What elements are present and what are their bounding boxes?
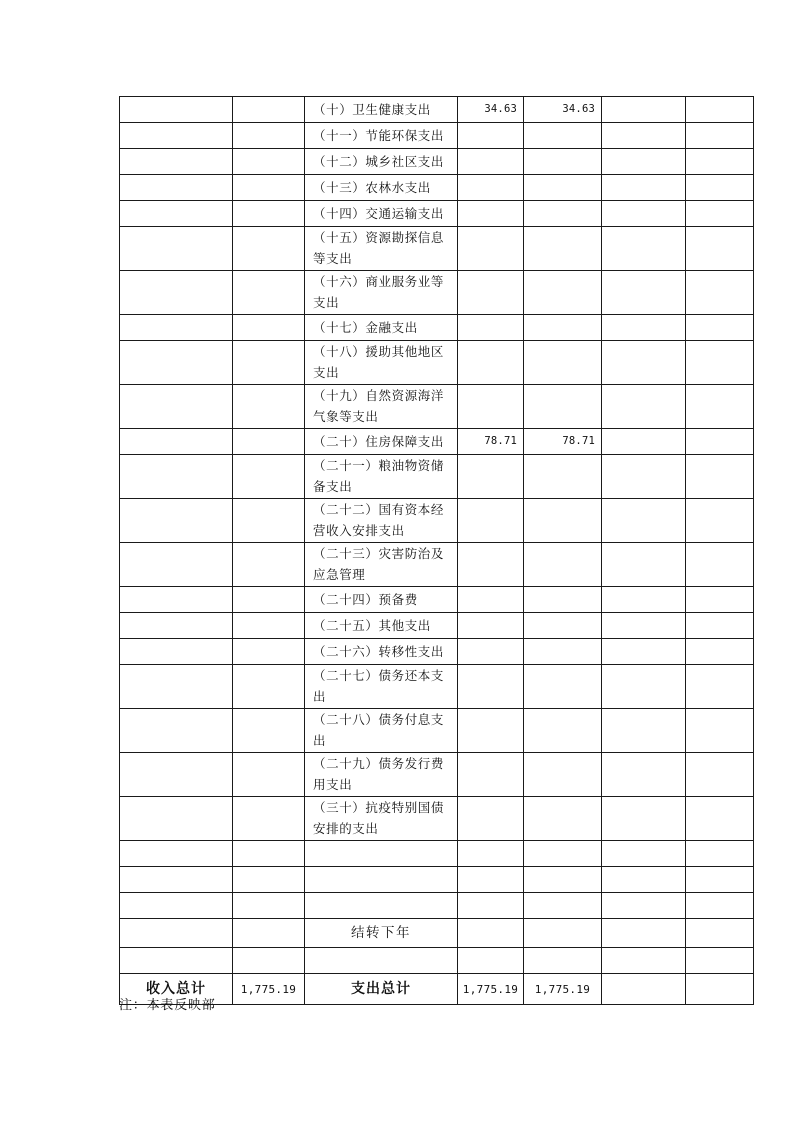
general-budget-amount — [524, 201, 602, 227]
empty-row — [120, 893, 754, 919]
expense-item-label: （十九）自然资源海洋气象等支出 — [305, 385, 458, 429]
general-budget-amount — [524, 455, 602, 499]
table-row — [120, 271, 754, 315]
expense-item-label: （二十四）预备费 — [305, 587, 458, 613]
income-total-label: 收入总计 — [120, 974, 233, 1005]
expense-item-label: （二十二）国有资本经营收入安排支出 — [305, 499, 458, 543]
general-budget-amount — [524, 587, 602, 613]
expense-item-label: （十四）交通运输支出 — [305, 201, 458, 227]
budget-amount — [458, 753, 524, 797]
empty-row — [120, 948, 754, 974]
expense-item-label: （二十六）转移性支出 — [305, 639, 458, 665]
general-budget-amount — [524, 543, 602, 587]
table-note: 注：本表反映部 — [119, 998, 216, 1013]
general-budget-amount — [524, 665, 602, 709]
budget-amount — [458, 201, 524, 227]
empty-row — [120, 841, 754, 867]
budget-amount — [458, 227, 524, 271]
table-row — [120, 639, 754, 665]
table-row — [120, 455, 754, 499]
empty-row — [120, 867, 754, 893]
table-row — [120, 341, 754, 385]
table-row — [120, 797, 754, 841]
table-row — [120, 175, 754, 201]
general-budget-amount — [524, 709, 602, 753]
table-row — [120, 315, 754, 341]
expense-item-label: （二十九）债务发行费用支出 — [305, 753, 458, 797]
carryover-label: 结转下年 — [305, 919, 458, 948]
general-budget-amount — [524, 271, 602, 315]
carryover-row — [120, 919, 754, 948]
budget-amount — [458, 665, 524, 709]
expense-total-value: 1,775.19 — [458, 974, 524, 1005]
budget-amount — [458, 709, 524, 753]
expense-item-label: （二十一）粮油物资储备支出 — [305, 455, 458, 499]
budget-amount — [458, 613, 524, 639]
general-budget-amount — [524, 639, 602, 665]
expense-item-label: （十）卫生健康支出 — [305, 97, 458, 123]
general-budget-amount — [524, 123, 602, 149]
budget-amount — [458, 385, 524, 429]
table-row — [120, 227, 754, 271]
expense-item-label: （十七）金融支出 — [305, 315, 458, 341]
table-row — [120, 97, 754, 123]
budget-amount — [458, 175, 524, 201]
general-budget-amount — [524, 797, 602, 841]
table-row — [120, 665, 754, 709]
budget-table — [119, 96, 754, 1005]
table-row — [120, 543, 754, 587]
general-budget-amount — [524, 315, 602, 341]
expense-item-label: （三十）抗疫特别国债安排的支出 — [305, 797, 458, 841]
general-budget-amount — [524, 385, 602, 429]
budget-amount: 34.63 — [458, 97, 524, 123]
expense-item-label: （二十三）灾害防治及应急管理 — [305, 543, 458, 587]
budget-amount — [458, 271, 524, 315]
table-row — [120, 149, 754, 175]
general-budget-amount: 78.71 — [524, 429, 602, 455]
table-row — [120, 587, 754, 613]
table-row — [120, 709, 754, 753]
budget-amount — [458, 315, 524, 341]
table-row — [120, 385, 754, 429]
table-row — [120, 613, 754, 639]
table-row — [120, 201, 754, 227]
budget-amount — [458, 587, 524, 613]
budget-amount — [458, 797, 524, 841]
general-budget-amount: 34.63 — [524, 97, 602, 123]
expense-item-label: （十一）节能环保支出 — [305, 123, 458, 149]
general-budget-amount — [524, 753, 602, 797]
budget-amount — [458, 149, 524, 175]
budget-amount — [458, 123, 524, 149]
general-budget-amount — [524, 149, 602, 175]
budget-amount: 78.71 — [458, 429, 524, 455]
expense-item-label: （二十八）债务付息支出 — [305, 709, 458, 753]
budget-amount — [458, 639, 524, 665]
general-budget-amount — [524, 499, 602, 543]
expense-item-label: （十三）农林水支出 — [305, 175, 458, 201]
general-budget-amount — [524, 341, 602, 385]
table-row — [120, 753, 754, 797]
income-total-value: 1,775.19 — [233, 974, 305, 1005]
table-row — [120, 429, 754, 455]
table-row — [120, 123, 754, 149]
table-row — [120, 499, 754, 543]
expense-item-label: （十八）援助其他地区支出 — [305, 341, 458, 385]
budget-amount — [458, 543, 524, 587]
budget-amount — [458, 499, 524, 543]
expense-item-label: （十二）城乡社区支出 — [305, 149, 458, 175]
general-budget-amount — [524, 227, 602, 271]
expense-total-label: 支出总计 — [305, 974, 458, 1005]
expense-general-budget-total: 1,775.19 — [524, 974, 602, 1005]
expense-item-label: （二十五）其他支出 — [305, 613, 458, 639]
general-budget-amount — [524, 613, 602, 639]
expense-item-label: （二十）住房保障支出 — [305, 429, 458, 455]
budget-amount — [458, 455, 524, 499]
expense-item-label: （十六）商业服务业等支出 — [305, 271, 458, 315]
budget-amount — [458, 341, 524, 385]
general-budget-amount — [524, 175, 602, 201]
expense-item-label: （二十七）债务还本支出 — [305, 665, 458, 709]
expense-item-label: （十五）资源勘探信息等支出 — [305, 227, 458, 271]
